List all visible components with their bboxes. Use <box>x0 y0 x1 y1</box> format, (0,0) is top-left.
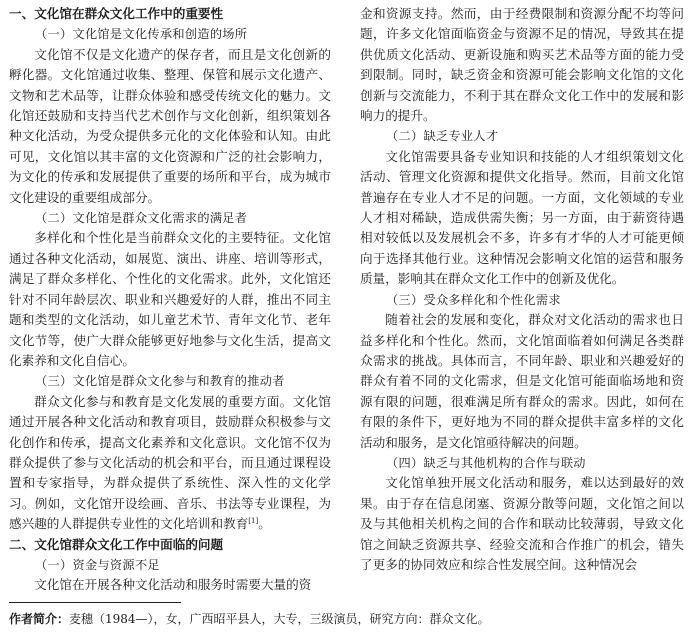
paragraph-demand: 多样化和个性化是当前群众文化的主要特征。文化馆通过各种文化活动，如展览、演出、讲座、培训等形式，满足了群众多样化、个性化的文化需求。此外，文化馆还针对不同年龄层次、职业和兴趣爱好的人群，推出不同主题和类型的文化活动，如儿童艺术节、青年文化节、老年文化节等，使广大群众能够更好地参与文化生活，提高文化素养和文化自信心。 <box>9 230 331 368</box>
paragraph-funding-continued: 金和资源支持。然而，由于经费限制和资源分配不均等问题，许多文化馆面临资金与资源不足的情况，导致其在提供优质文化活动、更新设施和购买艺术品等方面的能力受到限制。同时，缺乏资金和资源可能会影响文化馆的文化创新与交流能力，不利于其在群众文化工作中的发展和影响力的提升。 <box>360 6 684 124</box>
footnote-text: 麦穗（1984—），女，广西昭平县人，大专，三级演员，研究方向：群众文化。 <box>69 612 490 626</box>
paragraph-education <box>9 392 331 535</box>
section-heading-problems: 二、文化馆群众文化工作中面临的问题 <box>9 536 224 552</box>
paragraph-diversity: 随着社会的发展和变化，群众对文化活动的需求也日益多样化和个性化。然而，文化馆面临着如何满足各类群众需求的挑战。具体而言，不同年龄、职业和兴趣爱好的群众有着不同的文化需求，但是文化馆可能面临场地和资源有限的问题，很难满足所有群众的需求。因此，如何在有限的条件下，更好地为不同的群众提供丰富多样的文化活动和服务，是文化馆亟待解决的问题。 <box>360 312 684 450</box>
subsection-title-heritage: （一）文化馆是文化传承和创造的场所 <box>35 27 248 42</box>
subsection-title-education: （三）文化馆是群众文化参与和教育的推动者 <box>35 374 285 389</box>
paragraph-education-text: 群众文化参与和教育是文化发展的重要方面。文化馆通过开展各种文化活动和教育项目，鼓励群众积极参与文化创作和传承，提高文化素养和文化意识。文化馆不仅为群众提供了参与文化活动的机会和平台，而且通过课程设置和专家指导，为群众提供了系统性、深入性的文化学习。例如，文化馆开设绘画、音乐、书法等专业课程，为感兴趣的人群提供专业性的文化培训和教育 <box>9 393 331 532</box>
subsection-title-demand: （二）文化馆是群众文化需求的满足者 <box>35 211 248 226</box>
right-column <box>360 4 684 575</box>
paragraph-talent: 文化馆需要具备专业知识和技能的人才组织策划文化活动、管理文化资源和提供文化指导。然而，目前文化馆普遍存在专业人才不足的问题。一方面，文化领域的专业人才相对稀缺，造成供需失衡；另一方面，由于薪资待遇相对较低以及发展机会不多，许多有才华的人才可能更倾向于选择其他行业。这种情况会影响文化馆的运营和服务质量，影响其在群众文化工作中的创新及优化。 <box>360 148 684 287</box>
subsection-title-talent: （二）缺乏专业人才 <box>386 129 499 144</box>
paragraph-funding-start: 文化馆在开展各种文化活动和服务时需要大量的资 <box>34 577 312 593</box>
section-heading-importance: 一、文化馆在群众文化工作中的重要性 <box>9 6 224 21</box>
author-footnote <box>9 610 689 628</box>
subsection-title-diversity: （三）受众多样化和个性化需求 <box>386 292 561 307</box>
footnote-divider <box>9 602 181 603</box>
footnote-label: 作者简介： <box>9 612 70 626</box>
paragraph-education-end: 。 <box>258 516 271 532</box>
left-column <box>9 4 331 596</box>
subsection-title-cooperation: （四）缺乏与其他机构的合作与联动 <box>386 455 586 470</box>
paragraph-heritage: 文化馆不仅是文化遗产的保存者，而且是文化创新的孵化器。文化馆通过收集、整理、保管和展示文化遗产、文物和艺术品等，让群众体验和感受传统文化的魅力。文化馆还鼓励和支持当代艺术创作与文化创新，组织策划各种文化活动，为受众提供多元化的文化体验和认知。由此可见，文化馆以其丰富的文化资源和广泛的社会影响力，为文化的传承和发展提供了重要的场所和平台，成为城市文化建设的重要组成部分。 <box>9 46 331 205</box>
citation-mark: [1] <box>248 516 259 525</box>
subsection-title-funding: （一）资金与资源不足 <box>35 557 160 572</box>
paragraph-cooperation: 文化馆单独开展文化活动和服务，难以达到最好的效果。由于存在信息闭塞、资源分散等问题，文化馆之间以及与其他相关机构之间的合作和联动比较薄弱，导致文化馆之间缺乏资源共享、经验交流和合作推广的机会，错失了更多的协同效应和综合性发展空间。这种情况会 <box>360 475 684 572</box>
